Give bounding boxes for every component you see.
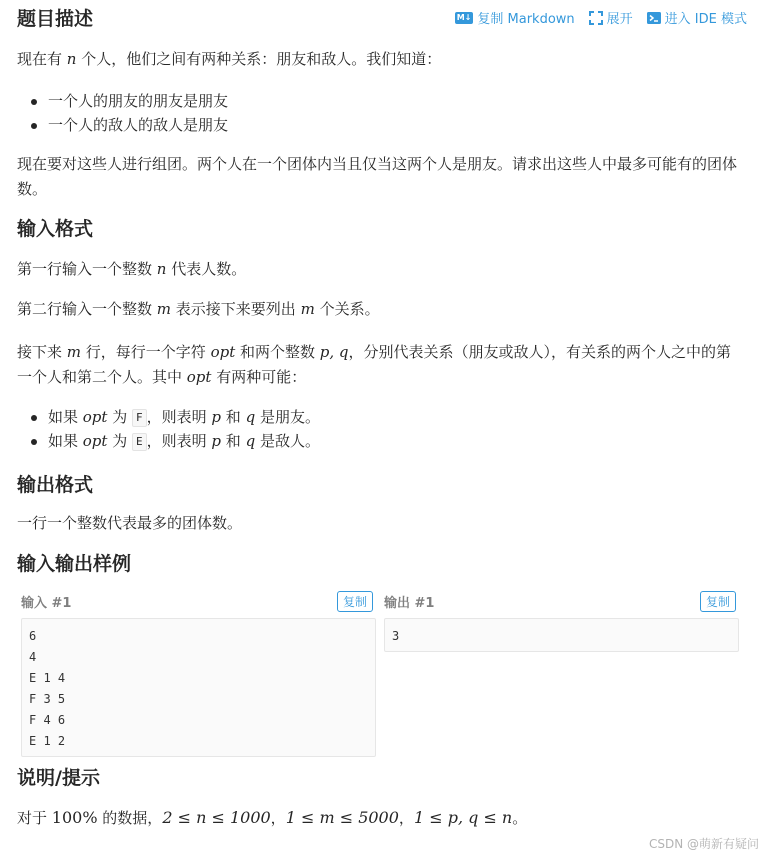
sample-output-box[interactable]	[384, 618, 739, 652]
description-bullets	[17, 89, 228, 137]
sample-line: F 4 6	[29, 713, 66, 727]
expand-button[interactable]	[589, 8, 633, 27]
csdn-watermark: CSDN @萌新有疑问	[648, 837, 759, 851]
section-title-hint: 说明/提示	[17, 767, 100, 789]
copy-output-button[interactable]: 复制	[700, 591, 736, 612]
output-text: 一行一个整数代表最多的团体数。	[17, 514, 243, 532]
sample-output-label: 输出 #1	[384, 596, 435, 611]
copy-markdown-label: 复制 Markdown	[477, 12, 575, 27]
section-title-description: 题目描述	[17, 8, 94, 30]
inline-code: F	[132, 409, 147, 427]
sample-line: 3	[392, 629, 400, 643]
list-item: 如果 opt 为 E ，则表明 p 和 q 是敌人。	[17, 429, 320, 453]
list-item: 一个人的敌人的敌人是朋友	[17, 113, 228, 137]
list-item: 一个人的朋友的朋友是朋友	[17, 89, 228, 113]
input-line-2: 第二行输入一个整数 m 表示接下来要列出 m 个关系。	[17, 300, 380, 318]
list-item: 如果 opt 为 F ，则表明 p 和 q 是朋友。	[17, 405, 320, 429]
ide-mode-button[interactable]	[647, 8, 747, 27]
opt-cases	[17, 405, 320, 453]
ide-mode-label: 进入 IDE 模式	[664, 12, 747, 27]
title-row	[17, 6, 747, 32]
description-paragraph: 现在要对这些人进行组团。两个人在一个团体内当且仅当这两个人是朋友。请求出这些人中最多可能有的团体数。	[17, 155, 738, 198]
inline-code: E	[132, 433, 147, 451]
sample-line: 6	[29, 629, 37, 643]
copy-markdown-button[interactable]	[455, 8, 575, 27]
sample-line: F 3 5	[29, 692, 66, 706]
section-title-output: 输出格式	[17, 474, 94, 496]
description-intro: 现在有 n 个人，他们之间有两种关系：朋友和敌人。我们知道：	[17, 50, 442, 68]
hint-text: 对于 100% 的数据，2 ≤ n ≤ 1000，1 ≤ m ≤ 5000，1 ≤ p, q ≤ n。	[17, 808, 528, 827]
markdown-icon: M↓	[456, 12, 472, 22]
expand-icon	[589, 11, 603, 25]
copy-input-button[interactable]: 复制	[337, 591, 373, 612]
sample-line: E 1 2	[29, 734, 66, 748]
input-line-1: 第一行输入一个整数 n 代表人数。	[17, 260, 247, 278]
section-title-samples: 输入输出样例	[17, 553, 132, 575]
terminal-icon	[647, 11, 661, 25]
sample-line: 4	[29, 650, 37, 664]
input-line-3: 接下来 m 行，每行一个字符 opt 和两个整数 p, q，分别代表关系（朋友或敌人），有关系的两个人之中的第一个人和第二个人。其中 opt 有两种可能：	[17, 343, 732, 386]
expand-label: 展开	[606, 12, 633, 27]
sample-input-label: 输入 #1	[21, 596, 72, 611]
toolbar-actions	[455, 8, 747, 27]
sample-input-box[interactable]	[21, 618, 376, 757]
sample-line: E 1 4	[29, 671, 66, 685]
section-title-input: 输入格式	[17, 218, 94, 240]
